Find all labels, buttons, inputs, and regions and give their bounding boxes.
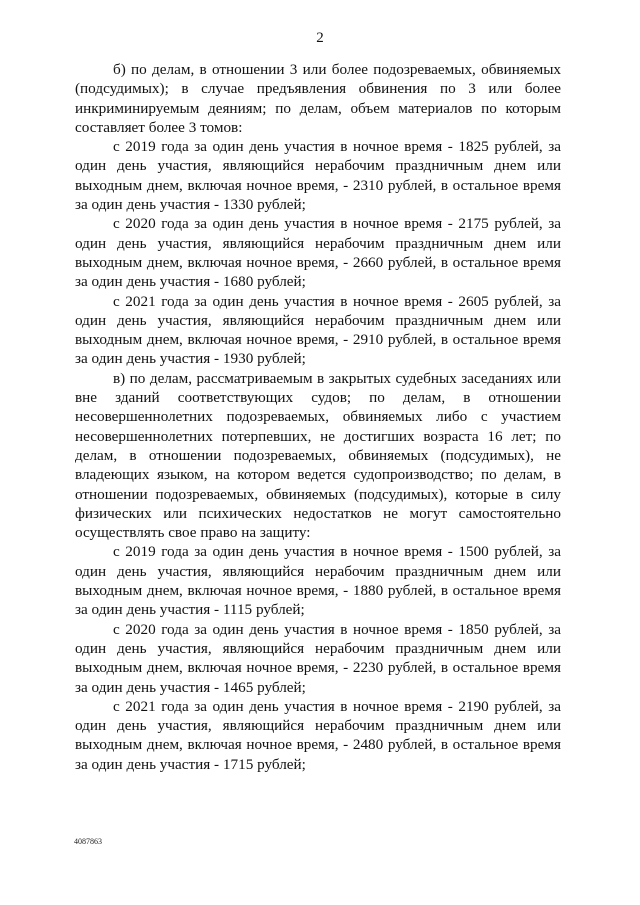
paragraph-b-2019: с 2019 года за один день участия в ночное время - 1825 рублей, за один день участия, являющийся нерабочим праздничным днем или выходным днем, включая ночное время, - 2310 рублей, в остальное время за один день участия - 1330 рублей; — [75, 138, 561, 214]
document-body — [75, 60, 561, 774]
paragraph-b-intro: б) по делам, в отношении 3 или более подозреваемых, обвиняемых (подсудимых); в случае предъявления обвинения по 3 или более инкриминируемым деяниям; по делам, объем материалов по которым составляет более 3 томов: — [75, 61, 561, 136]
paragraph-b-2020: с 2020 года за один день участия в ночное время - 2175 рублей, за один день участия, являющийся нерабочим праздничным днем или выходным днем, включая ночное время, - 2660 рублей, в остальное время за один день участия - 1680 рублей; — [75, 215, 561, 291]
paragraph-v-2019: с 2019 года за один день участия в ночное время - 1500 рублей, за один день участия, являющийся нерабочим праздничным днем или выходным днем, включая ночное время, - 1880 рублей, в остальное время за один день участия - 1115 рублей; — [75, 543, 561, 619]
paragraph-b-2021: с 2021 года за один день участия в ночное время - 2605 рублей, за один день участия, являющийся нерабочим праздничным днем или выходным днем, включая ночное время, - 2910 рублей, в остальное время за один день участия - 1930 рублей; — [75, 292, 561, 368]
paragraph-v-intro: в) по делам, рассматриваемым в закрытых судебных заседаниях или вне зданий соответствующих судов; по делам, в отношении несовершеннолетних подозреваемых, обвиняемых либо с участием несовершеннолетних потерпевших, не достигших возраста 16 лет; по делам, в отношении подозреваемых, обвиняемых (подсудимых), не владеющих языком, на котором ведется судопроизводство; по делам, в отношении подозреваемых, обвиняемых (подсудимых), которые в силу физических или психических недостатков не могут самостоятельно осуществлять свое право на защиту: — [75, 369, 561, 542]
document-code: 4087863 — [74, 837, 102, 846]
paragraph-v-2020: с 2020 года за один день участия в ночное время - 1850 рублей, за один день участия, являющийся нерабочим праздничным днем или выходным днем, включая ночное время, - 2230 рублей, в остальное время за один день участия - 1465 рублей; — [75, 620, 561, 696]
paragraph-v-2021: с 2021 года за один день участия в ночное время - 2190 рублей, за один день участия, являющийся нерабочим праздничным днем или выходным днем, включая ночное время, - 2480 рублей, в остальное время за один день участия - 1715 рублей; — [75, 697, 561, 773]
page-number: 2 — [316, 30, 324, 46]
